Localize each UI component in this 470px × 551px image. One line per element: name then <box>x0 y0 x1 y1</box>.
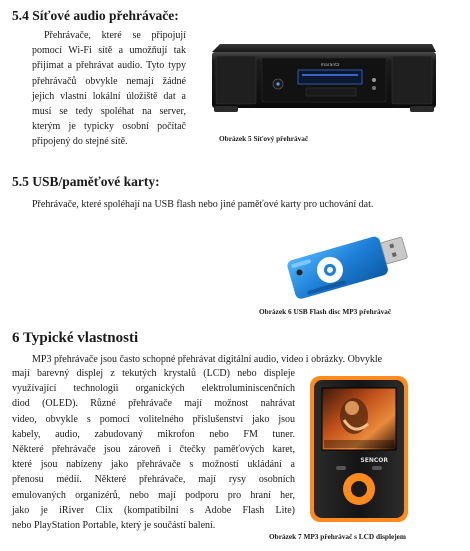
section-6-heading: 6 Typické vlastnosti <box>12 330 139 346</box>
usb-mp3-player-image <box>283 223 411 305</box>
section-6-first-line: MP3 přehrávače jsou často schopné přehrávat digitální audio, video i obrázky. Obvykle <box>32 354 383 365</box>
paragraph-line: emulovaných organizérů, nebo mají podporu pro hraní her, <box>12 489 295 501</box>
paragraph-line: přijímat a přehrávat audio. Tyto typy <box>32 60 186 72</box>
section-5-4-paragraph <box>32 28 186 150</box>
paragraph-line: nebo PlayStation Portable, který je součástí balení. <box>12 520 216 532</box>
figure-6-caption: Obrázek 6 USB Flash disc MP3 přehrávač <box>259 307 392 316</box>
network-audio-player-image <box>206 40 438 118</box>
paragraph-line: využívající technologii organických elektroluminiscenčních <box>12 383 295 395</box>
paragraph-line: video, obvykle s pomocí volitelného příslušenství jako jsou <box>12 413 295 425</box>
paragraph-line: diod (OLED). Různé přehrávače mají možnost nahrávat <box>12 398 295 410</box>
paragraph-line: Přehrávače, které se připojují <box>44 30 186 41</box>
lcd-mp3-player-image <box>306 374 412 524</box>
paragraph-line: přehrávačů obvykle nemají žádné <box>32 75 186 87</box>
paragraph-line: kabely, audio, zabudovaný mikrofon nebo FM tuner. <box>12 428 295 440</box>
device-brand-logo: SENCOR <box>360 457 388 464</box>
paragraph-line: Některé přehrávače jsou zároveň i čtečky paměťových karet, <box>12 444 295 456</box>
device-brand-logo: marantz <box>320 63 340 68</box>
paragraph-line: jejich vlastní lokální úložiště dat a <box>32 90 186 102</box>
section-5-5-paragraph: Přehrávače, které spoléhají na USB flash nebo jiné paměťové karty pro uchování dat. <box>32 199 374 210</box>
paragraph-line: jako je iRiver Clix (kompatibilní s Adobe Flash Lite) <box>12 504 295 516</box>
paragraph-line: přenosu médií. Některé přehrávače, mají rysy osobních <box>12 474 295 486</box>
paragraph-line: musí se tedy spoléhat na server, <box>32 106 186 118</box>
paragraph-line: mají barevný displej z tekutých krystalů (LCD) nebo displeje <box>12 368 295 379</box>
paragraph-line: které jsou nabízeny jako přehrávače s možností ukládání a <box>12 459 295 471</box>
section-5-4-heading: 5.4 Síťové audio přehrávače: <box>12 8 179 23</box>
section-5-5-heading: 5.5 USB/paměťové karty: <box>12 174 160 189</box>
paragraph-line: připojený do stejné sítě. <box>32 136 128 148</box>
paragraph-line: kterým je typicky osobní počítač <box>32 121 186 133</box>
figure-5-caption: Obrázek 5 Síťový přehrávač <box>219 134 309 143</box>
figure-7-caption: Obrázek 7 MP3 přehrávač s LCD displejem <box>269 532 407 541</box>
paragraph-line: pomocí Wi-Fi sítě a umožňují tak <box>32 45 186 57</box>
section-6-paragraph <box>12 366 295 533</box>
